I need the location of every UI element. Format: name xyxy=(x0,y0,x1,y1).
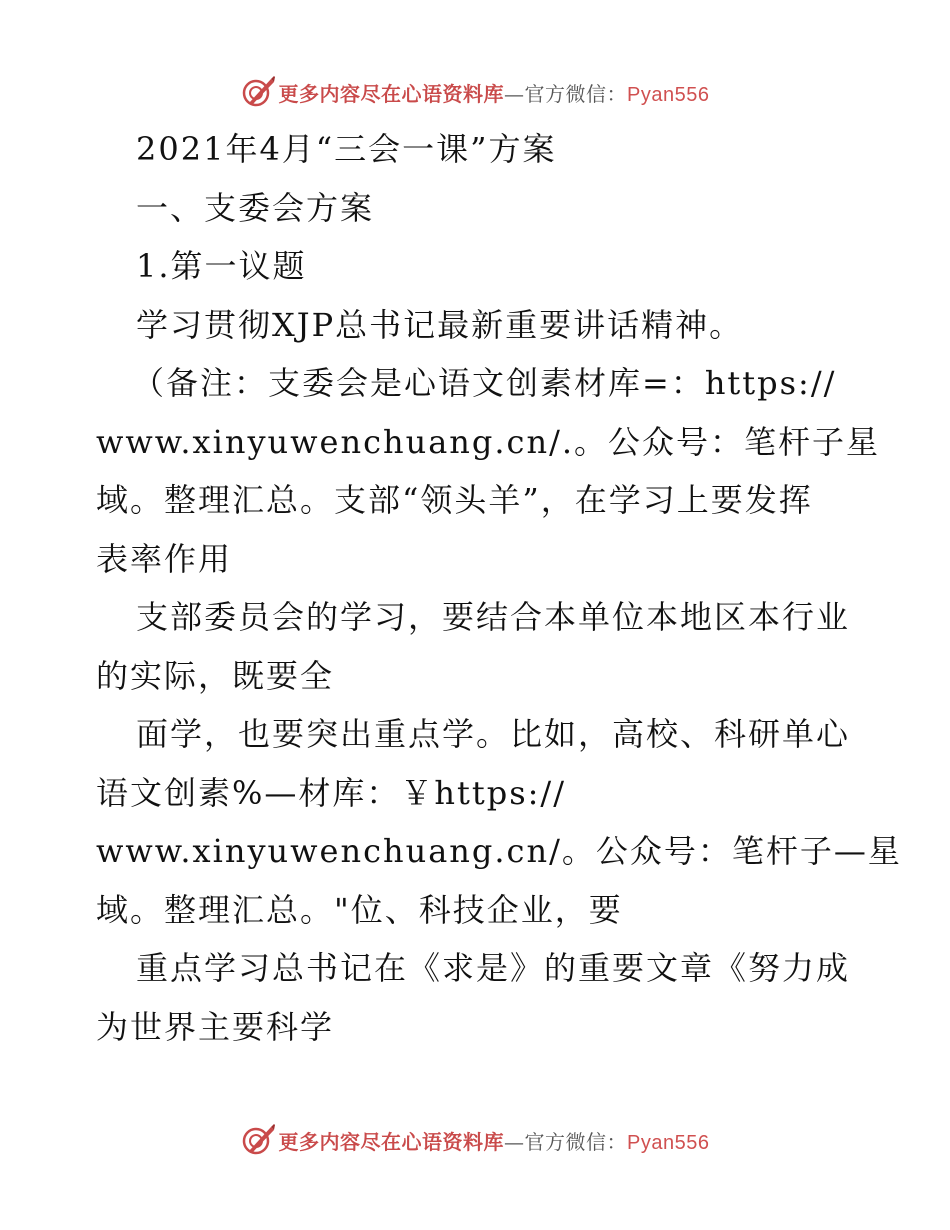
section-heading: 一、支委会方案 xyxy=(136,188,375,227)
paragraph-line: 支部委员会的学习，要结合本单位本地区本行业 xyxy=(136,598,851,636)
subsection-heading: 1.第一议题 xyxy=(136,247,307,285)
footer-wechat-label: 官方微信： xyxy=(524,1129,628,1154)
header-banner xyxy=(0,72,950,112)
paragraph-line: www.xinyuwenchuang.cn/。公众号：笔杆子—星 xyxy=(96,832,902,870)
header-wechat-id: Pyan556 xyxy=(627,83,710,106)
paragraph-line: 面学，也要突出重点学。比如，高校、科研单心 xyxy=(136,715,851,753)
footer-banner-text: 更多内容尽在心语资料库 xyxy=(278,1129,505,1154)
document-body xyxy=(96,120,902,1056)
footer-banner-dash: — xyxy=(504,1129,525,1154)
paragraph-line: 重点学习总书记在《求是》的重要文章《努力成 xyxy=(136,949,851,987)
paragraph-line: 为世界主要科学 xyxy=(96,1007,335,1046)
pen-logo-icon xyxy=(241,75,275,109)
footer-wechat-id: Pyan556 xyxy=(627,1131,710,1154)
paragraph-line: 语文创素%—材库：￥https:// xyxy=(96,773,566,812)
header-banner-dash: — xyxy=(504,81,525,106)
paragraph-line: 域。整理汇总。支部“领头羊”，在学习上要发挥 xyxy=(96,481,813,519)
header-banner-text: 更多内容尽在心语资料库 xyxy=(278,81,505,106)
footer-banner xyxy=(0,1120,950,1160)
paragraph-line: www.xinyuwenchuang.cn/.。公众号：笔杆子星 xyxy=(96,422,881,461)
paragraph-line: 域。整理汇总。"位、科技企业，要 xyxy=(96,890,623,929)
paragraph-line: 学习贯彻XJP总书记最新重要讲话精神。 xyxy=(136,305,744,344)
paragraph-line: 的实际，既要全 xyxy=(96,656,335,695)
document-title: 2021年4月“三会一课”方案 xyxy=(136,130,557,168)
paragraph-line: （备注：支委会是心语文创素材库=：https:// xyxy=(132,364,837,402)
pen-logo-icon xyxy=(241,1123,275,1157)
header-wechat-label: 官方微信： xyxy=(524,81,628,106)
paragraph-line: 表率作用 xyxy=(96,539,233,578)
